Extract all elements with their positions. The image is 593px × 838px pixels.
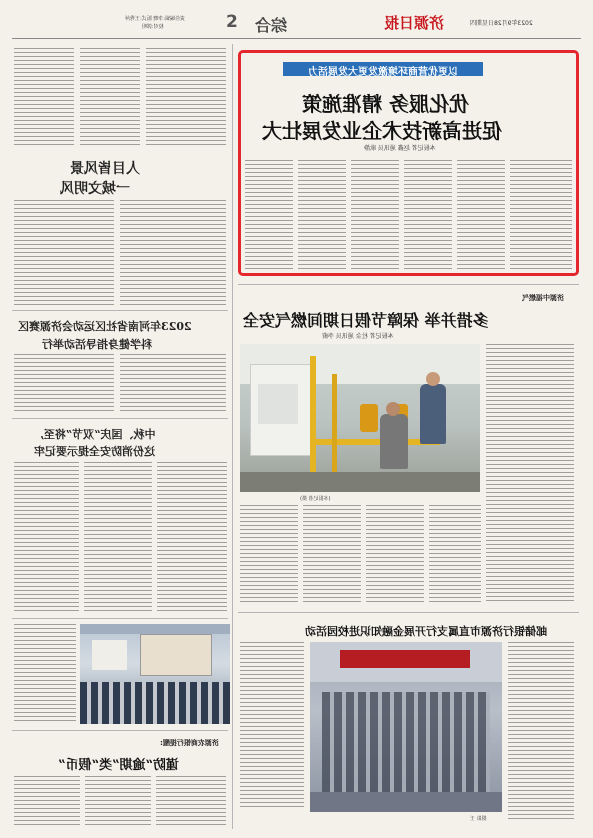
fire-title-line1: 中秋、国庆“双节”将至, <box>40 428 156 441</box>
left-divider-1 <box>12 310 228 311</box>
left-feature-title-1: 人目皆风景 <box>70 161 140 177</box>
bottom-left-title: 谨防“逾期”类“假币” <box>58 758 179 773</box>
top-article-col-2 <box>298 160 346 270</box>
bank-photo-credit: 摄影 王 <box>470 816 487 822</box>
sports-text-1 <box>14 354 114 414</box>
gas-title: 多措并举 保障节假日期间燃气安全 <box>243 311 489 330</box>
fire-text-3 <box>157 462 227 612</box>
left-feature-title-2: 一城文明风 <box>60 181 130 197</box>
fire-text-1 <box>14 462 79 612</box>
main-vertical-divider <box>232 44 233 829</box>
top-article-col-6 <box>510 160 572 270</box>
masthead-editor-line: 责任编辑:李晓 版式:王秀萍 <box>125 16 185 22</box>
masthead-section: 综合 <box>255 16 288 35</box>
gas-side-col <box>486 344 574 604</box>
top-article-col-4 <box>404 160 452 270</box>
lower-left-rule <box>12 618 228 619</box>
sports-title-line2: 科学健身指导活动举行 <box>42 338 152 351</box>
gas-kicker: 济源中福燃气 <box>522 294 564 302</box>
gas-text-3 <box>366 505 424 603</box>
classroom-side-text <box>14 624 76 722</box>
left-divider-2 <box>12 418 228 419</box>
bank-top-rule <box>238 612 579 613</box>
gas-text-4 <box>429 505 481 603</box>
top-banner-text: 以更优营商环境激发更大发展活力 <box>308 67 458 78</box>
gas-top-rule <box>238 284 579 285</box>
bank-side-col-2 <box>508 642 574 822</box>
masthead-paper-name: 济源日报 <box>384 14 445 32</box>
bottom-left-text-3 <box>156 776 226 826</box>
bank-title: 邮储银行济源市直属支行开展金融知识进校园活动 <box>305 625 547 638</box>
gas-byline: 本报记者 杜金 通讯员 李蔚 <box>322 333 394 340</box>
left-col-top-text-2 <box>80 48 140 148</box>
top-article-col-3 <box>351 160 399 270</box>
top-article-col-5 <box>457 160 505 270</box>
left-col-top-text-3 <box>146 48 226 148</box>
top-byline: 本报记者 赵鑫 通讯员 耿静 <box>364 145 436 152</box>
bottom-left-rule <box>12 730 228 731</box>
bank-side-col-1 <box>240 642 304 810</box>
bottom-left-kicker: 济源农商银行提醒: <box>160 739 219 747</box>
gas-text-2 <box>303 505 361 603</box>
bottom-left-text-1 <box>14 776 80 826</box>
gas-text-1 <box>240 505 298 603</box>
fire-text-2 <box>84 462 152 612</box>
left-col-top-text <box>14 48 74 148</box>
masthead <box>0 0 593 42</box>
masthead-checker-line: 校对:郭明 <box>142 24 164 30</box>
gas-photo-caption: (本报记者 摄) <box>300 496 331 502</box>
left-feature-text-2 <box>120 200 226 305</box>
masthead-rule <box>12 38 581 39</box>
sports-text-2 <box>120 354 226 414</box>
sports-title-line1: 2023年河南省社区运动会济源赛区 <box>18 320 192 333</box>
gas-photo <box>240 344 480 492</box>
top-title-line1: 优化服务 精准施策 <box>302 92 469 116</box>
classroom-photo <box>80 624 230 724</box>
bank-photo <box>310 642 502 812</box>
top-title-line2: 促进高新技术企业发展壮大 <box>262 119 502 143</box>
masthead-date: 2023年9月28日星期四 <box>470 20 533 27</box>
top-article-col-1 <box>245 160 293 270</box>
top-banner <box>283 62 483 76</box>
bottom-left-text-2 <box>85 776 151 826</box>
fire-title-line2: 这份消防安全提示要记牢 <box>34 445 155 458</box>
left-feature-text-1 <box>14 200 114 305</box>
masthead-page-no: 2 <box>226 12 238 32</box>
